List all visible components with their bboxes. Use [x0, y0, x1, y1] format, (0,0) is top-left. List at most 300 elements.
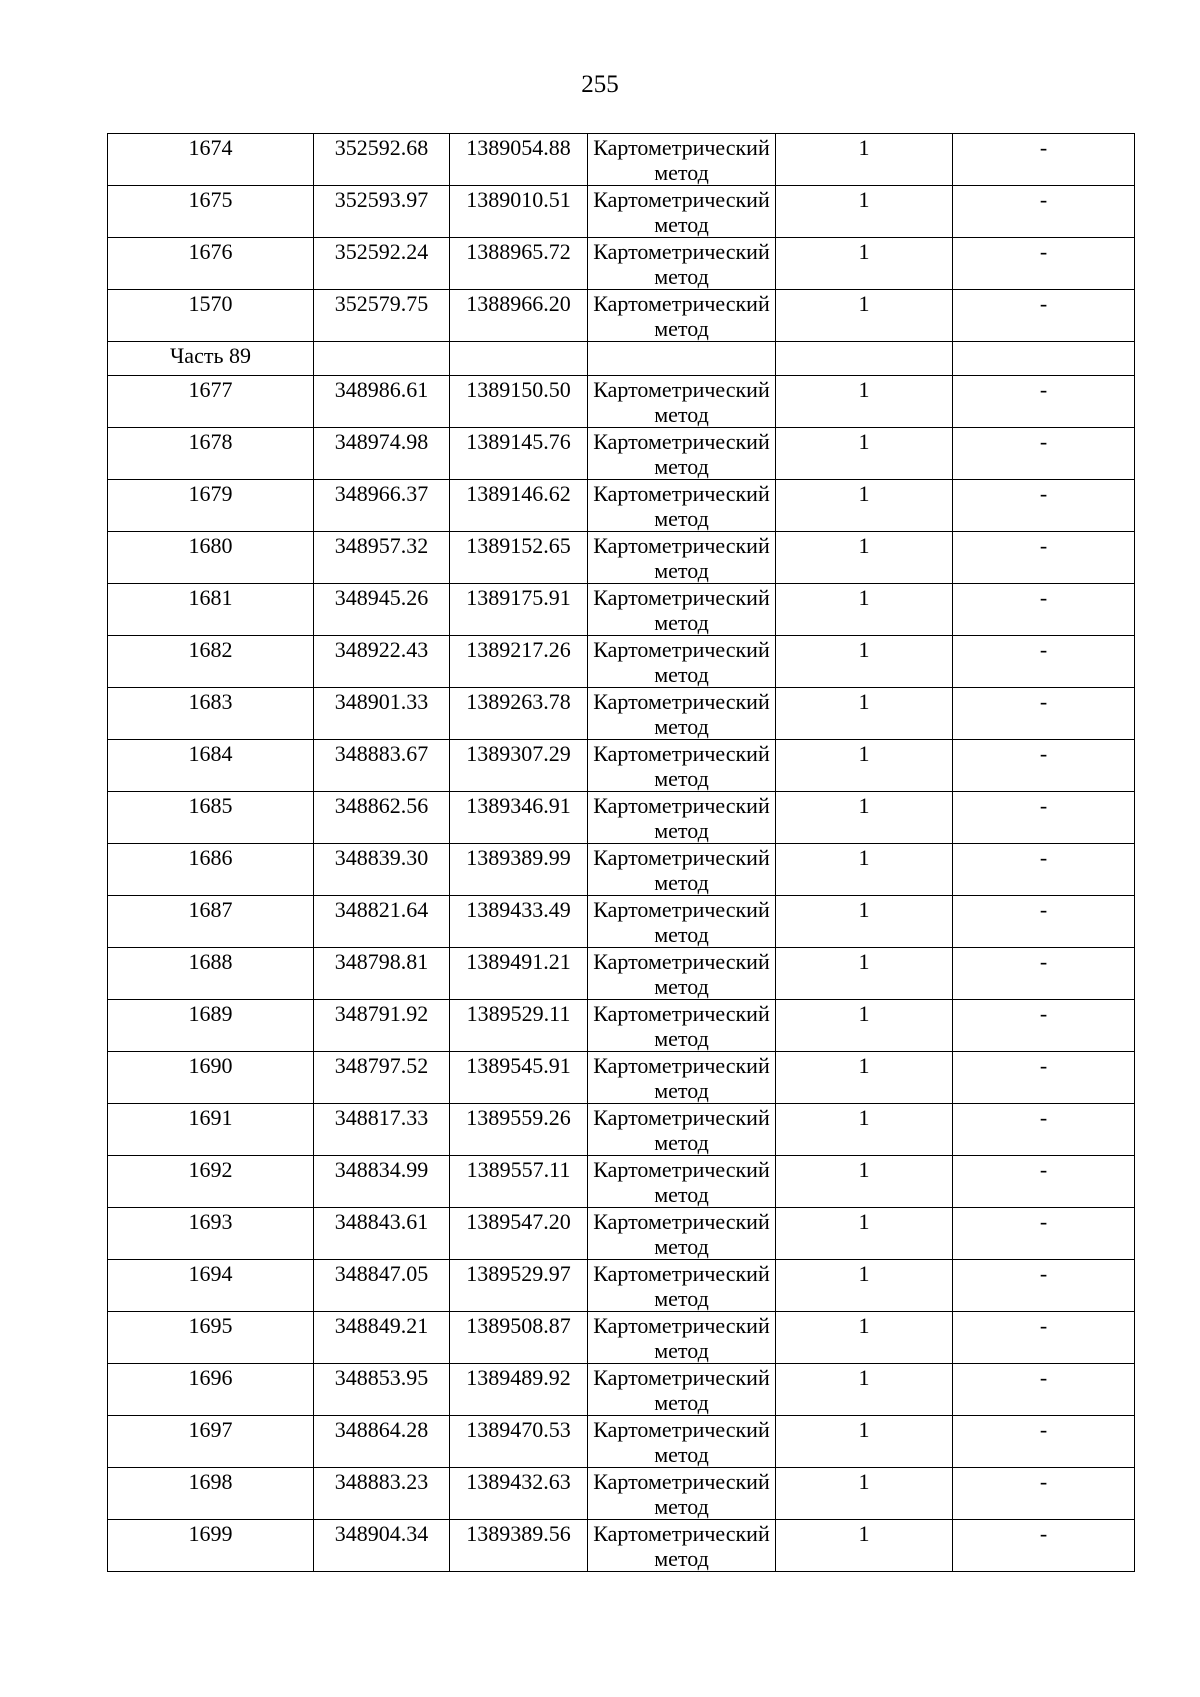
note: - [1039, 429, 1048, 454]
point-id: 1687 [188, 897, 233, 922]
x-coordinate: 348883.67 [334, 741, 429, 766]
point-id: 1689 [188, 1001, 233, 1026]
point-id-cell [108, 948, 314, 1000]
y-coordinate: 1389489.92 [466, 1365, 571, 1390]
method: Картометрический метод [593, 689, 770, 739]
point-id-cell [108, 688, 314, 740]
x-coordinate: 348864.28 [334, 1417, 429, 1442]
y-coordinate-cell [450, 238, 588, 290]
accuracy: 1 [858, 1209, 870, 1234]
accuracy: 1 [858, 1053, 870, 1078]
y-coordinate: 1389217.26 [466, 637, 571, 662]
note: - [1039, 1417, 1048, 1442]
method: Картометрический метод [593, 1521, 770, 1571]
x-coordinate-cell [314, 636, 450, 688]
method: Картометрический метод [593, 845, 770, 895]
note-cell [953, 792, 1135, 844]
y-coordinate: 1389054.88 [466, 135, 571, 160]
accuracy-cell [776, 1104, 953, 1156]
method-cell [588, 1208, 776, 1260]
method-cell [588, 792, 776, 844]
method: Картометрический метод [593, 949, 770, 999]
method: Картометрический метод [593, 533, 770, 583]
point-id: 1693 [188, 1209, 233, 1234]
method: Картометрический метод [593, 1001, 770, 1051]
accuracy: 1 [858, 689, 870, 714]
x-coordinate: 348791.92 [334, 1001, 429, 1026]
point-id: 1681 [188, 585, 233, 610]
empty-cell [450, 342, 588, 376]
table-row [108, 636, 1135, 688]
x-coordinate: 348797.52 [334, 1053, 429, 1078]
table-row [108, 186, 1135, 238]
method-cell [588, 428, 776, 480]
table-row [108, 688, 1135, 740]
y-coordinate: 1389529.11 [466, 1001, 571, 1026]
note-cell [953, 1468, 1135, 1520]
accuracy-cell [776, 1260, 953, 1312]
point-id-cell [108, 1052, 314, 1104]
section-row [108, 342, 1135, 376]
y-coordinate: 1388966.20 [466, 291, 571, 316]
x-coordinate-cell [314, 290, 450, 342]
note-cell [953, 948, 1135, 1000]
x-coordinate-cell [314, 584, 450, 636]
accuracy-cell [776, 134, 953, 186]
y-coordinate-cell [450, 1000, 588, 1052]
x-coordinate: 348798.81 [334, 949, 429, 974]
y-coordinate-cell [450, 1364, 588, 1416]
accuracy: 1 [858, 949, 870, 974]
method: Картометрический метод [593, 239, 770, 289]
y-coordinate-cell [450, 1416, 588, 1468]
x-coordinate-cell [314, 1468, 450, 1520]
y-coordinate-cell [450, 428, 588, 480]
x-coordinate-cell [314, 1312, 450, 1364]
accuracy-cell [776, 740, 953, 792]
y-coordinate-cell [450, 1520, 588, 1572]
note-cell [953, 1052, 1135, 1104]
y-coordinate: 1388965.72 [466, 239, 571, 264]
note-cell [953, 376, 1135, 428]
accuracy: 1 [858, 1157, 870, 1182]
empty-cell [588, 342, 776, 376]
y-coordinate-cell [450, 1052, 588, 1104]
point-id: 1674 [188, 135, 233, 160]
y-coordinate-cell [450, 186, 588, 238]
y-coordinate-cell [450, 792, 588, 844]
method: Картометрический метод [593, 1313, 770, 1363]
note-cell [953, 238, 1135, 290]
y-coordinate: 1389433.49 [466, 897, 571, 922]
y-coordinate-cell [450, 688, 588, 740]
y-coordinate-cell [450, 740, 588, 792]
point-id-cell [108, 532, 314, 584]
x-coordinate: 348957.32 [334, 533, 429, 558]
y-coordinate: 1389263.78 [466, 689, 571, 714]
point-id-cell [108, 896, 314, 948]
point-id-cell [108, 1000, 314, 1052]
note: - [1039, 741, 1048, 766]
method-cell [588, 1156, 776, 1208]
point-id: 1676 [188, 239, 233, 264]
x-coordinate-cell [314, 844, 450, 896]
y-coordinate: 1389547.20 [466, 1209, 571, 1234]
note: - [1039, 1261, 1048, 1286]
point-id-cell [108, 1260, 314, 1312]
x-coordinate-cell [314, 134, 450, 186]
y-coordinate: 1389175.91 [466, 585, 571, 610]
method-cell [588, 1520, 776, 1572]
y-coordinate-cell [450, 584, 588, 636]
method-cell [588, 1000, 776, 1052]
x-coordinate-cell [314, 792, 450, 844]
x-coordinate-cell [314, 480, 450, 532]
y-coordinate: 1389152.65 [466, 533, 571, 558]
point-id-cell [108, 792, 314, 844]
x-coordinate: 352592.24 [334, 239, 429, 264]
table-row [108, 844, 1135, 896]
section-label: Часть 89 [170, 343, 251, 368]
note: - [1039, 1001, 1048, 1026]
accuracy: 1 [858, 845, 870, 870]
method: Картометрический метод [593, 793, 770, 843]
note-cell [953, 1260, 1135, 1312]
method-cell [588, 1052, 776, 1104]
point-id: 1678 [188, 429, 233, 454]
point-id-cell [108, 584, 314, 636]
x-coordinate: 348843.61 [334, 1209, 429, 1234]
table-row [108, 238, 1135, 290]
point-id-cell [108, 1208, 314, 1260]
empty-cell [776, 342, 953, 376]
y-coordinate: 1389470.53 [466, 1417, 571, 1442]
note-cell [953, 290, 1135, 342]
note: - [1039, 1521, 1048, 1546]
note: - [1039, 897, 1048, 922]
method: Картометрический метод [593, 481, 770, 531]
y-coordinate: 1389545.91 [466, 1053, 571, 1078]
note: - [1039, 637, 1048, 662]
x-coordinate-cell [314, 1520, 450, 1572]
x-coordinate: 348862.56 [334, 793, 429, 818]
y-coordinate-cell [450, 532, 588, 584]
note: - [1039, 1469, 1048, 1494]
note-cell [953, 532, 1135, 584]
x-coordinate: 352579.75 [334, 291, 429, 316]
x-coordinate: 348821.64 [334, 897, 429, 922]
point-id: 1691 [188, 1105, 233, 1130]
point-id-cell [108, 1156, 314, 1208]
x-coordinate: 348834.99 [334, 1157, 429, 1182]
point-id: 1688 [188, 949, 233, 974]
note: - [1039, 845, 1048, 870]
x-coordinate: 348966.37 [334, 481, 429, 506]
accuracy-cell [776, 1312, 953, 1364]
point-id-cell [108, 1104, 314, 1156]
accuracy: 1 [858, 793, 870, 818]
table-row [108, 1364, 1135, 1416]
accuracy-cell [776, 238, 953, 290]
method-cell [588, 1260, 776, 1312]
accuracy-cell [776, 1416, 953, 1468]
method-cell [588, 896, 776, 948]
method-cell [588, 238, 776, 290]
point-id: 1699 [188, 1521, 233, 1546]
x-coordinate: 348849.21 [334, 1313, 429, 1338]
note-cell [953, 1208, 1135, 1260]
table-row [108, 1156, 1135, 1208]
y-coordinate-cell [450, 1208, 588, 1260]
accuracy-cell [776, 1364, 953, 1416]
table-row [108, 1104, 1135, 1156]
method: Картометрический метод [593, 897, 770, 947]
method-cell [588, 532, 776, 584]
x-coordinate-cell [314, 1156, 450, 1208]
method: Картометрический метод [593, 1157, 770, 1207]
table-row [108, 134, 1135, 186]
method-cell [588, 1468, 776, 1520]
method-cell [588, 844, 776, 896]
note: - [1039, 377, 1048, 402]
point-id-cell [108, 1364, 314, 1416]
x-coordinate: 348853.95 [334, 1365, 429, 1390]
y-coordinate: 1389346.91 [466, 793, 571, 818]
accuracy: 1 [858, 533, 870, 558]
accuracy: 1 [858, 1105, 870, 1130]
x-coordinate: 352592.68 [334, 135, 429, 160]
note-cell [953, 636, 1135, 688]
y-coordinate-cell [450, 290, 588, 342]
y-coordinate-cell [450, 948, 588, 1000]
note-cell [953, 1156, 1135, 1208]
y-coordinate: 1389529.97 [466, 1261, 571, 1286]
method: Картометрический метод [593, 1417, 770, 1467]
point-id: 1685 [188, 793, 233, 818]
x-coordinate-cell [314, 428, 450, 480]
method-cell [588, 376, 776, 428]
table-row [108, 1520, 1135, 1572]
accuracy: 1 [858, 1417, 870, 1442]
accuracy: 1 [858, 741, 870, 766]
point-id-cell [108, 1468, 314, 1520]
point-id: 1686 [188, 845, 233, 870]
point-id: 1570 [188, 291, 233, 316]
table-row [108, 584, 1135, 636]
method: Картометрический метод [593, 1469, 770, 1519]
empty-cell [314, 342, 450, 376]
y-coordinate-cell [450, 896, 588, 948]
x-coordinate-cell [314, 1208, 450, 1260]
accuracy: 1 [858, 897, 870, 922]
x-coordinate: 348847.05 [334, 1261, 429, 1286]
point-id: 1675 [188, 187, 233, 212]
note: - [1039, 135, 1048, 160]
note-cell [953, 688, 1135, 740]
table-row [108, 1000, 1135, 1052]
accuracy: 1 [858, 1469, 870, 1494]
y-coordinate-cell [450, 636, 588, 688]
accuracy-cell [776, 688, 953, 740]
accuracy: 1 [858, 1521, 870, 1546]
x-coordinate-cell [314, 1000, 450, 1052]
table-row [108, 740, 1135, 792]
accuracy-cell [776, 1052, 953, 1104]
accuracy-cell [776, 376, 953, 428]
table-row [108, 1260, 1135, 1312]
table-row [108, 896, 1135, 948]
table-row [108, 1312, 1135, 1364]
x-coordinate-cell [314, 376, 450, 428]
coordinates-table-body [108, 134, 1135, 1572]
y-coordinate: 1389559.26 [466, 1105, 571, 1130]
method: Картометрический метод [593, 1261, 770, 1311]
x-coordinate: 348945.26 [334, 585, 429, 610]
point-id: 1682 [188, 637, 233, 662]
method: Картометрический метод [593, 1365, 770, 1415]
method: Картометрический метод [593, 377, 770, 427]
note-cell [953, 428, 1135, 480]
note-cell [953, 844, 1135, 896]
y-coordinate-cell [450, 1104, 588, 1156]
method-cell [588, 1312, 776, 1364]
point-id-cell [108, 1312, 314, 1364]
point-id: 1690 [188, 1053, 233, 1078]
accuracy-cell [776, 1156, 953, 1208]
y-coordinate: 1389508.87 [466, 1313, 571, 1338]
note-cell [953, 134, 1135, 186]
x-coordinate: 348904.34 [334, 1521, 429, 1546]
note-cell [953, 740, 1135, 792]
method: Картометрический метод [593, 135, 770, 185]
method: Картометрический метод [593, 1209, 770, 1259]
note: - [1039, 291, 1048, 316]
y-coordinate: 1389145.76 [466, 429, 571, 454]
x-coordinate: 348986.61 [334, 377, 429, 402]
point-id-cell [108, 1416, 314, 1468]
point-id-cell [108, 290, 314, 342]
note-cell [953, 186, 1135, 238]
method: Картометрический метод [593, 637, 770, 687]
note: - [1039, 793, 1048, 818]
accuracy: 1 [858, 637, 870, 662]
note-cell [953, 1312, 1135, 1364]
y-coordinate-cell [450, 1312, 588, 1364]
empty-cell [953, 342, 1135, 376]
coordinates-table [107, 133, 1135, 1572]
method-cell [588, 134, 776, 186]
accuracy: 1 [858, 585, 870, 610]
accuracy-cell [776, 792, 953, 844]
table-row [108, 376, 1135, 428]
point-id: 1677 [188, 377, 233, 402]
method: Картометрический метод [593, 291, 770, 341]
accuracy: 1 [858, 429, 870, 454]
method: Картометрический метод [593, 187, 770, 237]
point-id-cell [108, 186, 314, 238]
point-id-cell [108, 376, 314, 428]
point-id: 1698 [188, 1469, 233, 1494]
y-coordinate-cell [450, 1260, 588, 1312]
note: - [1039, 1053, 1048, 1078]
y-coordinate-cell [450, 134, 588, 186]
x-coordinate-cell [314, 186, 450, 238]
note: - [1039, 585, 1048, 610]
note-cell [953, 480, 1135, 532]
point-id: 1695 [188, 1313, 233, 1338]
accuracy: 1 [858, 1365, 870, 1390]
y-coordinate: 1389389.99 [466, 845, 571, 870]
note-cell [953, 1000, 1135, 1052]
method-cell [588, 688, 776, 740]
note-cell [953, 896, 1135, 948]
y-coordinate-cell [450, 376, 588, 428]
y-coordinate-cell [450, 844, 588, 896]
method-cell [588, 186, 776, 238]
method-cell [588, 1104, 776, 1156]
method-cell [588, 636, 776, 688]
table-row [108, 480, 1135, 532]
accuracy: 1 [858, 377, 870, 402]
note-cell [953, 1364, 1135, 1416]
accuracy-cell [776, 1208, 953, 1260]
note: - [1039, 949, 1048, 974]
point-id: 1684 [188, 741, 233, 766]
note: - [1039, 689, 1048, 714]
method: Картометрический метод [593, 1105, 770, 1155]
note-cell [953, 1104, 1135, 1156]
x-coordinate-cell [314, 1260, 450, 1312]
method-cell [588, 948, 776, 1000]
x-coordinate-cell [314, 238, 450, 290]
section-label-cell [108, 342, 314, 376]
note: - [1039, 187, 1048, 212]
note: - [1039, 1313, 1048, 1338]
point-id-cell [108, 238, 314, 290]
accuracy-cell [776, 636, 953, 688]
table-row [108, 1208, 1135, 1260]
x-coordinate: 348883.23 [334, 1469, 429, 1494]
accuracy-cell [776, 532, 953, 584]
x-coordinate-cell [314, 1052, 450, 1104]
x-coordinate: 348817.33 [334, 1105, 429, 1130]
note: - [1039, 1157, 1048, 1182]
point-id: 1692 [188, 1157, 233, 1182]
y-coordinate: 1389150.50 [466, 377, 571, 402]
x-coordinate-cell [314, 740, 450, 792]
x-coordinate-cell [314, 896, 450, 948]
x-coordinate: 348839.30 [334, 845, 429, 870]
point-id-cell [108, 636, 314, 688]
method-cell [588, 1416, 776, 1468]
point-id-cell [108, 844, 314, 896]
accuracy: 1 [858, 1313, 870, 1338]
method: Картометрический метод [593, 429, 770, 479]
note: - [1039, 533, 1048, 558]
y-coordinate: 1389146.62 [466, 481, 571, 506]
method: Картометрический метод [593, 1053, 770, 1103]
accuracy-cell [776, 1520, 953, 1572]
method-cell [588, 1364, 776, 1416]
method-cell [588, 290, 776, 342]
accuracy-cell [776, 844, 953, 896]
accuracy-cell [776, 480, 953, 532]
x-coordinate: 348974.98 [334, 429, 429, 454]
accuracy-cell [776, 428, 953, 480]
accuracy-cell [776, 896, 953, 948]
note: - [1039, 1105, 1048, 1130]
table-row [108, 1416, 1135, 1468]
